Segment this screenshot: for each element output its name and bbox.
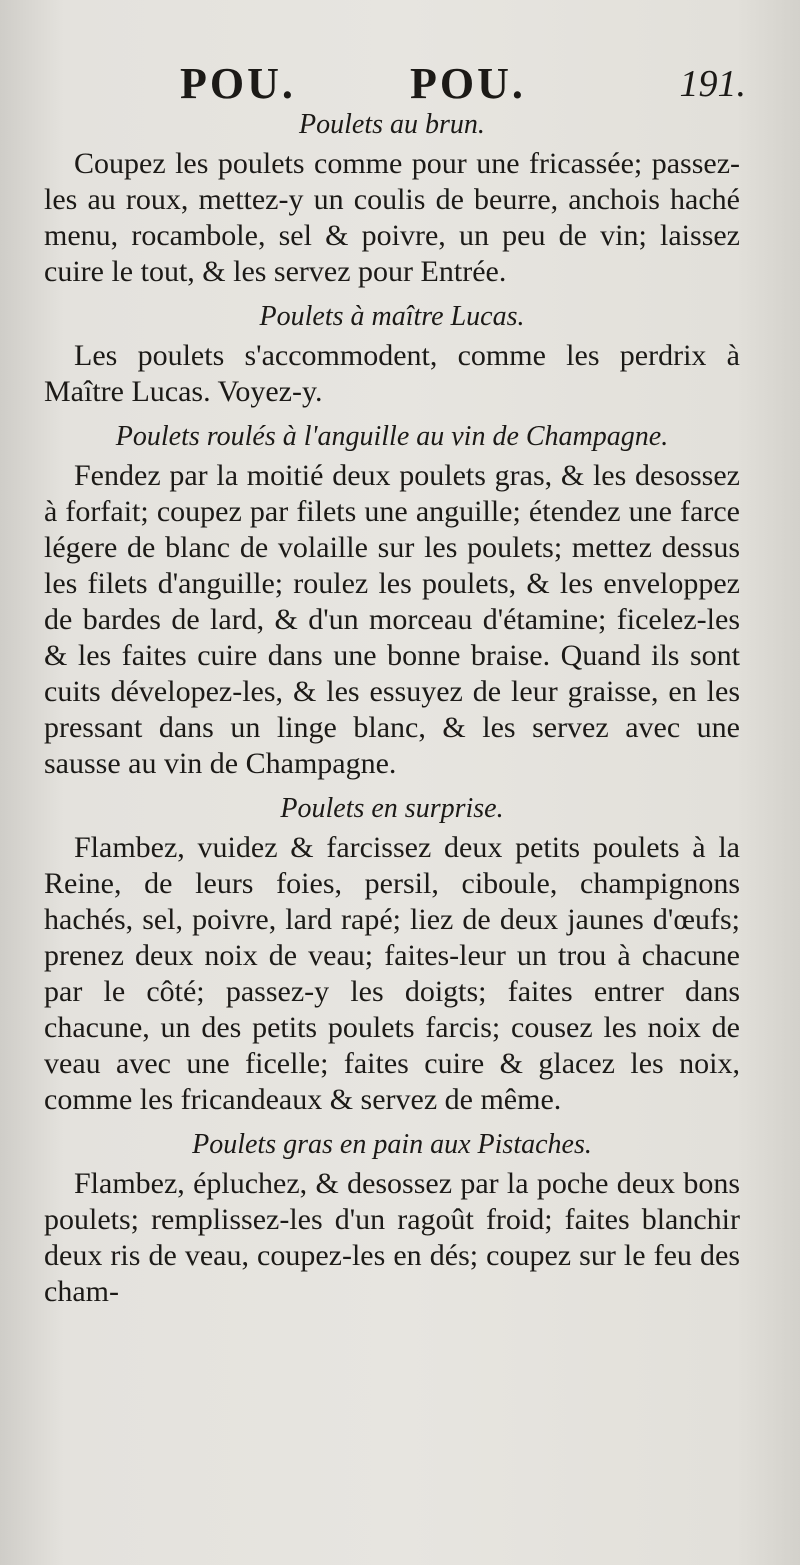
recipe-text: Flambez, vuidez & farcissez deux petits poulets à la Reine, de leurs foies, persil, ciboule, champignons hachés, sel, poivre, lard rapé; liez de deux jaunes d'œufs; prenez deux noix de veau; faites-leur un trou à chacune par le côté; passez-y les doigts; faites entrer dans chacune, un des petits poulets farcis; cousez les noix de veau avec une ficelle; faites cuire & glacez les noix, comme les fricandeaux & servez de même. [44,831,740,1116]
recipe-text: Fendez par la moitié deux poulets gras, & les desossez à forfait; coupez par filets une anguille; étendez une farce légere de blanc de volaille sur les poulets; mettez dessus les filets d'anguille; roulez les poulets, & les enveloppez de bardes de lard, & d'un morceau d'étamine; ficelez-les & les faites cuire dans une bonne braise. Quand ils sont cuits dévelopez-les, & les essuyez de leur graisse, en les pressant dans un linge blanc, & les servez avec une sausse au vin de Champagne. [44,459,740,780]
page-header [44,50,746,112]
page-number: 191. [679,63,746,105]
recipe-title: Poulets au brun. [299,109,485,140]
recipe-text: Coupez les poulets comme pour une fricassée; passez-les au roux, mettez-y un coulis de beurre, anchois haché menu, rocambole, sel & poivre, un peu de vin; laissez cuire le tout, & les servez pour Entrée. [44,147,740,288]
recipe-title: Poulets roulés à l'anguille au vin de Champagne. [115,421,669,452]
running-head-right: POU. [410,59,526,108]
recipe-text: Flambez, épluchez, & desossez par la poche deux bons poulets; remplissez-les d'un ragoût froid; faites blanchir deux ris de veau, coupez-les en dés; coupez sur le feu des cham- [44,1167,740,1308]
recipe-title: Poulets en surprise. [280,793,504,824]
running-head-left: POU. [180,59,296,108]
recipe-text: Les poulets s'accommodent, comme les perdrix à Maître Lucas. Voyez-y. [44,339,740,408]
recipe-title: Poulets gras en pain aux Pistaches. [192,1129,592,1160]
recipe-title: Poulets à maître Lucas. [259,301,525,332]
